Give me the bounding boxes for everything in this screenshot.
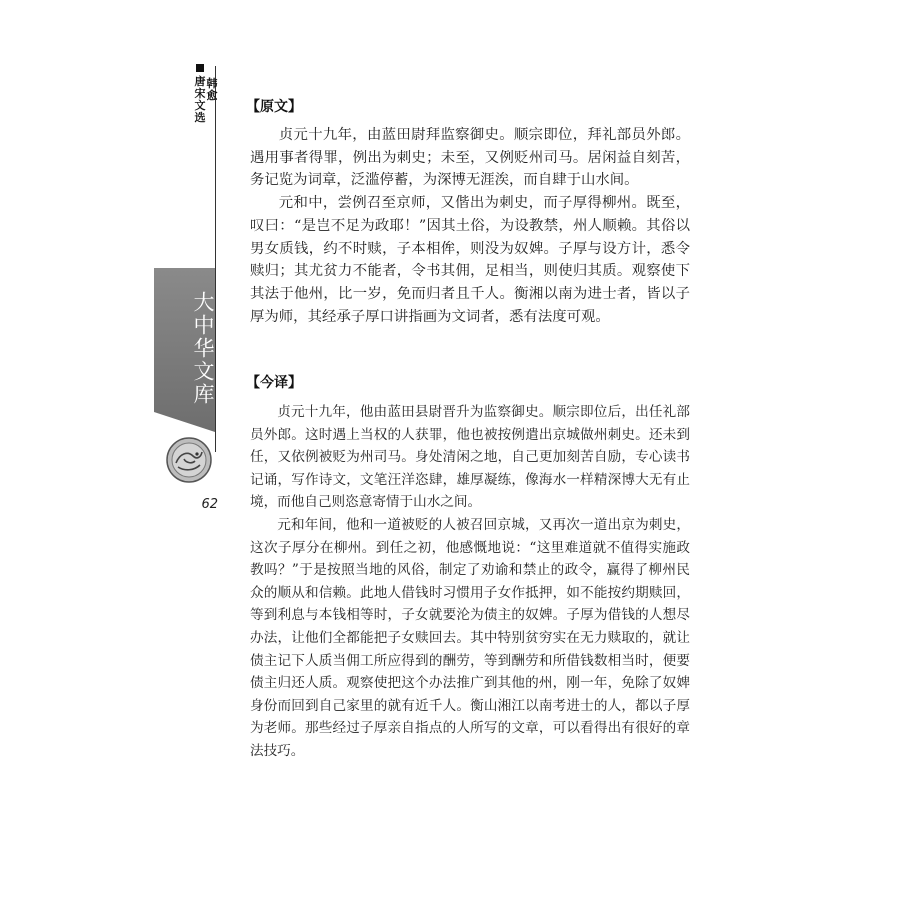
translation-text — [250, 401, 690, 763]
original-heading: 【原文】 — [246, 99, 302, 115]
author-name: 韩愈 — [206, 77, 218, 102]
translation-paragraph: 贞元十九年，他由蓝田县尉晋升为监察御史。顺宗即位后，出任礼部员外郎。这时遇上当权的人获罪，他也被按例遣出京城做州刺史。还未到任，又依例被贬为州司马。身处清闲之地，自己更加刻苦自励，专心读书记诵，写作诗文，文笔汪洋恣肆，雄厚凝练，像海水一样精深博大无有止境，而他自己则恣意寄情于山水之间。 — [250, 404, 690, 511]
translation-heading: 【今译】 — [246, 375, 302, 391]
original-paragraph: 贞元十九年，由蓝田尉拜监察御史。顺宗即位，拜礼部员外郎。遇用事者得罪，例出为刺史；未至，又例贬州司马。居闲益自刻苦，务记览为词章，泛滥停蓄，为深博无涯涘，而自肆于山水间。 — [250, 127, 690, 189]
margin-marker-square — [196, 64, 204, 72]
book-title: 唐宋文选 — [194, 75, 206, 124]
original-text — [250, 124, 690, 328]
series-title: 大中华文库 — [191, 290, 215, 406]
page-number: 62 — [201, 497, 218, 512]
original-paragraph: 元和中，尝例召至京师，又偕出为刺史，而子厚得柳州。既至，叹曰：“是岂不足为政耶！”因其土俗，为设教禁，州人顺赖。其俗以男女质钱，约不时赎，子本相侔，则没为奴婢。子厚与设方计，悉令赎归；其尤贫力不能者，令书其佣，足相当，则使归其质。观察使下其法于他州，比一岁，免而归者且千人。衡湘以南为进士者，皆以子厚为师，其经承子厚口讲指画为文词者，悉有法度可观。 — [250, 195, 690, 325]
dragon-seal-icon — [166, 437, 212, 483]
translation-paragraph: 元和年间，他和一道被贬的人被召回京城，又再次一道出京为刺史，这次子厚分在柳州。到任之初，他感慨地说：“这里难道就不值得实施政教吗？”于是按照当地的风俗，制定了劝谕和禁止的政令，赢得了柳州民众的顺从和信赖。此地人借钱时习惯用子女作抵押，如不能按约期赎回，等到利息与本钱相等时，子女就要沦为债主的奴婢。子厚为借钱的人想尽办法，让他们全都能把子女赎回去。其中特别贫穷实在无力赎取的，就让债主记下人质当佣工所应得到的酬劳，等到酬劳和所借钱数相当时，便要债主归还人质。观察使把这个办法推广到其他的州，刚一年，免除了奴婢身份而回到自己家里的就有近千人。衡山湘江以南考进士的人，都以子厚为老师。那些经过子厚亲自指点的人所写的文章，可以看得出有很好的章法技巧。 — [250, 516, 690, 759]
margin-rule — [215, 66, 216, 452]
